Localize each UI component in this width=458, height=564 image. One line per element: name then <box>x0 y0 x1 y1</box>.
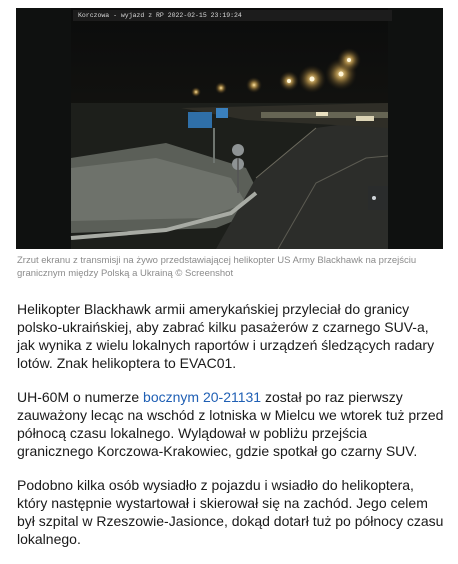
article-paragraph-1: Helikopter Blackhawk armii amerykańskiej przyleciał do granicy polsko-ukraińskiej, aby zabrać kilku pasażerów z czarnego SUV-a, jak wynika z wielu lokalnych raportów i urządzeń śledzących radary lotów. Znak helikoptera to EVAC01. <box>17 301 435 371</box>
article-paragraph-3: Podobno kilka osób wysiadło z pojazdu i wsiadło do helikoptera, który następnie wystartował i skierował się na zachód. Jego celem był szpital w Rzeszowie-Jasionce, dokąd dotarł tuż po północy czasu lokalnego. <box>17 477 444 547</box>
screenshot-image <box>16 8 443 249</box>
camera-timestamp-overlay: Korczowa - wyjazd z RP 2022-02-15 23:19:24 <box>73 10 392 21</box>
image-caption <box>17 254 442 280</box>
caption-credit: Screenshot <box>185 268 234 279</box>
article-body <box>17 300 445 564</box>
paragraph-2-start: UH-60M o numerze <box>17 389 144 405</box>
tail-number-link[interactable]: bocznym 20-21131 <box>143 389 262 405</box>
copyright-icon: © <box>175 268 183 279</box>
caption-text: Zrzut ekranu z transmisji na żywo przedstawiającej helikopter US Army Blackhawk na przejściu granicznym między Polską a Ukrainą <box>17 255 417 279</box>
border-camera-scene <box>16 8 443 249</box>
paragraph-2-end: został po raz pierwszy zauważony lecąc na wschód z lotniska w Mielcu we wtorek tuż przed północą czasu lokalnego. Wylądował w pobliżu przejścia granicznego Korczowa-Krakowiec, gdzie spotkał go czarny SUV. <box>17 389 444 459</box>
article-paragraph-2 <box>17 388 445 460</box>
